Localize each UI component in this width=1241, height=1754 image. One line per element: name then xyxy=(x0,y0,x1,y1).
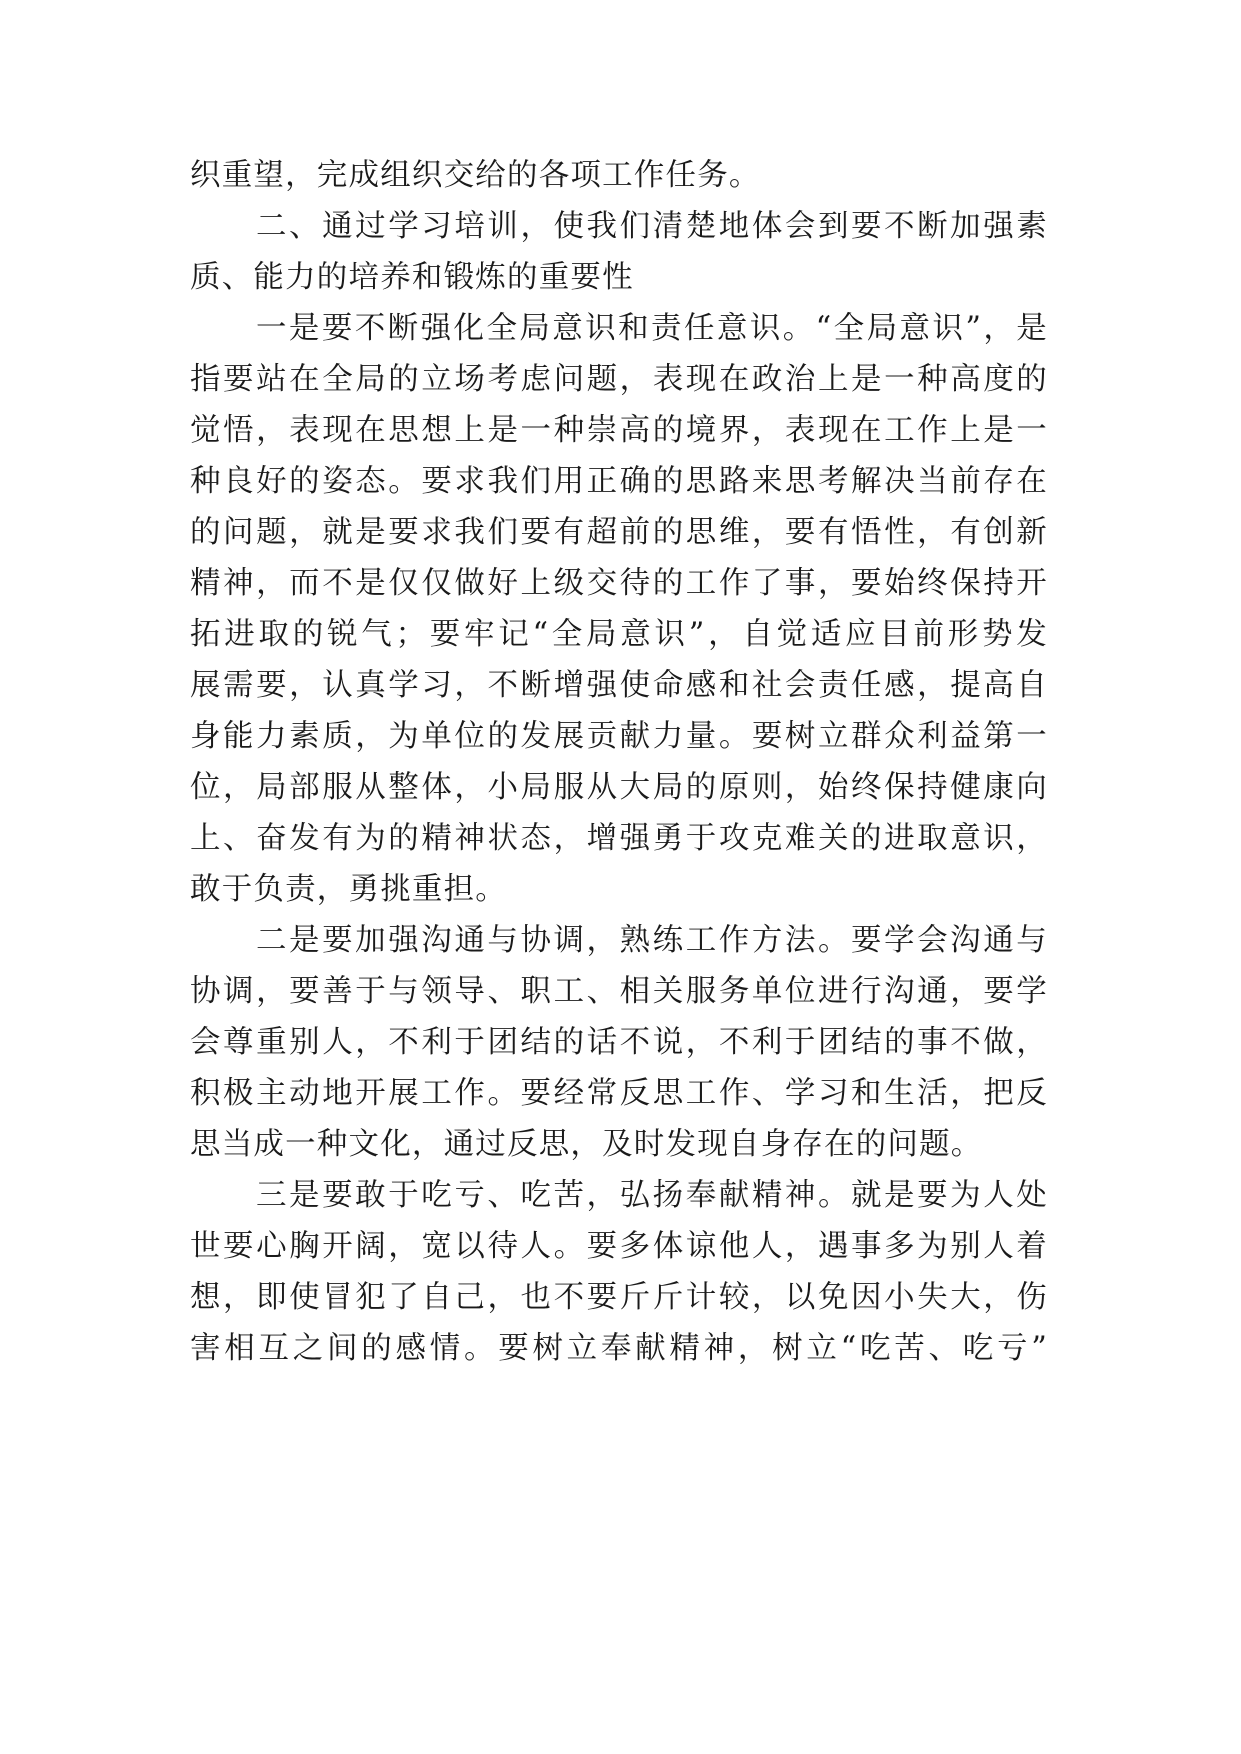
text-line: 身能力素质，为单位的发展贡献力量。要树立群众利益第一 xyxy=(190,719,1048,754)
text-line: 觉悟，表现在思想上是一种崇高的境界，表现在工作上是一 xyxy=(190,413,1048,448)
body-text xyxy=(190,150,1048,1374)
text-line: 拓进取的锐气；要牢记“全局意识”，自觉适应目前形势发 xyxy=(190,617,1048,652)
text-line: 精神，而不是仅仅做好上级交待的工作了事，要始终保持开 xyxy=(190,566,1048,601)
text-line: 二、通过学习培训，使我们清楚地体会到要不断加强素 xyxy=(256,209,1048,244)
text-line: 协调，要善于与领导、职工、相关服务单位进行沟通，要学 xyxy=(190,974,1048,1009)
text-line: 世要心胸开阔，宽以待人。要多体谅他人，遇事多为别人着 xyxy=(190,1229,1048,1264)
text-line: 敢于负责，勇挑重担。 xyxy=(190,872,507,907)
text-line: 积极主动地开展工作。要经常反思工作、学习和生活，把反 xyxy=(190,1076,1048,1111)
text-line: 会尊重别人，不利于团结的话不说，不利于团结的事不做， xyxy=(190,1025,1048,1060)
text-line: 害相互之间的感情。要树立奉献精神，树立“吃苦、吃亏” xyxy=(190,1331,1048,1366)
text-line: 二是要加强沟通与协调，熟练工作方法。要学会沟通与 xyxy=(256,923,1048,958)
text-line: 指要站在全局的立场考虑问题，表现在政治上是一种高度的 xyxy=(190,362,1048,397)
text-line: 的问题，就是要求我们要有超前的思维，要有悟性，有创新 xyxy=(190,515,1048,550)
text-line: 思当成一种文化，通过反思，及时发现自身存在的问题。 xyxy=(190,1127,983,1162)
text-line: 想，即使冒犯了自己，也不要斤斤计较，以免因小失大，伤 xyxy=(190,1280,1048,1315)
text-line: 展需要，认真学习，不断增强使命感和社会责任感，提高自 xyxy=(190,668,1048,703)
text-line: 上、奋发有为的精神状态，增强勇于攻克难关的进取意识， xyxy=(190,821,1048,856)
text-line: 织重望，完成组织交给的各项工作任务。 xyxy=(190,158,761,193)
text-line: 质、能力的培养和锻炼的重要性 xyxy=(190,260,634,295)
text-line: 三是要敢于吃亏、吃苦，弘扬奉献精神。就是要为人处 xyxy=(256,1178,1048,1213)
text-line: 种良好的姿态。要求我们用正确的思路来思考解决当前存在 xyxy=(190,464,1048,499)
text-line: 一是要不断强化全局意识和责任意识。“全局意识”，是 xyxy=(256,311,1048,346)
text-line: 位，局部服从整体，小局服从大局的原则，始终保持健康向 xyxy=(190,770,1048,805)
